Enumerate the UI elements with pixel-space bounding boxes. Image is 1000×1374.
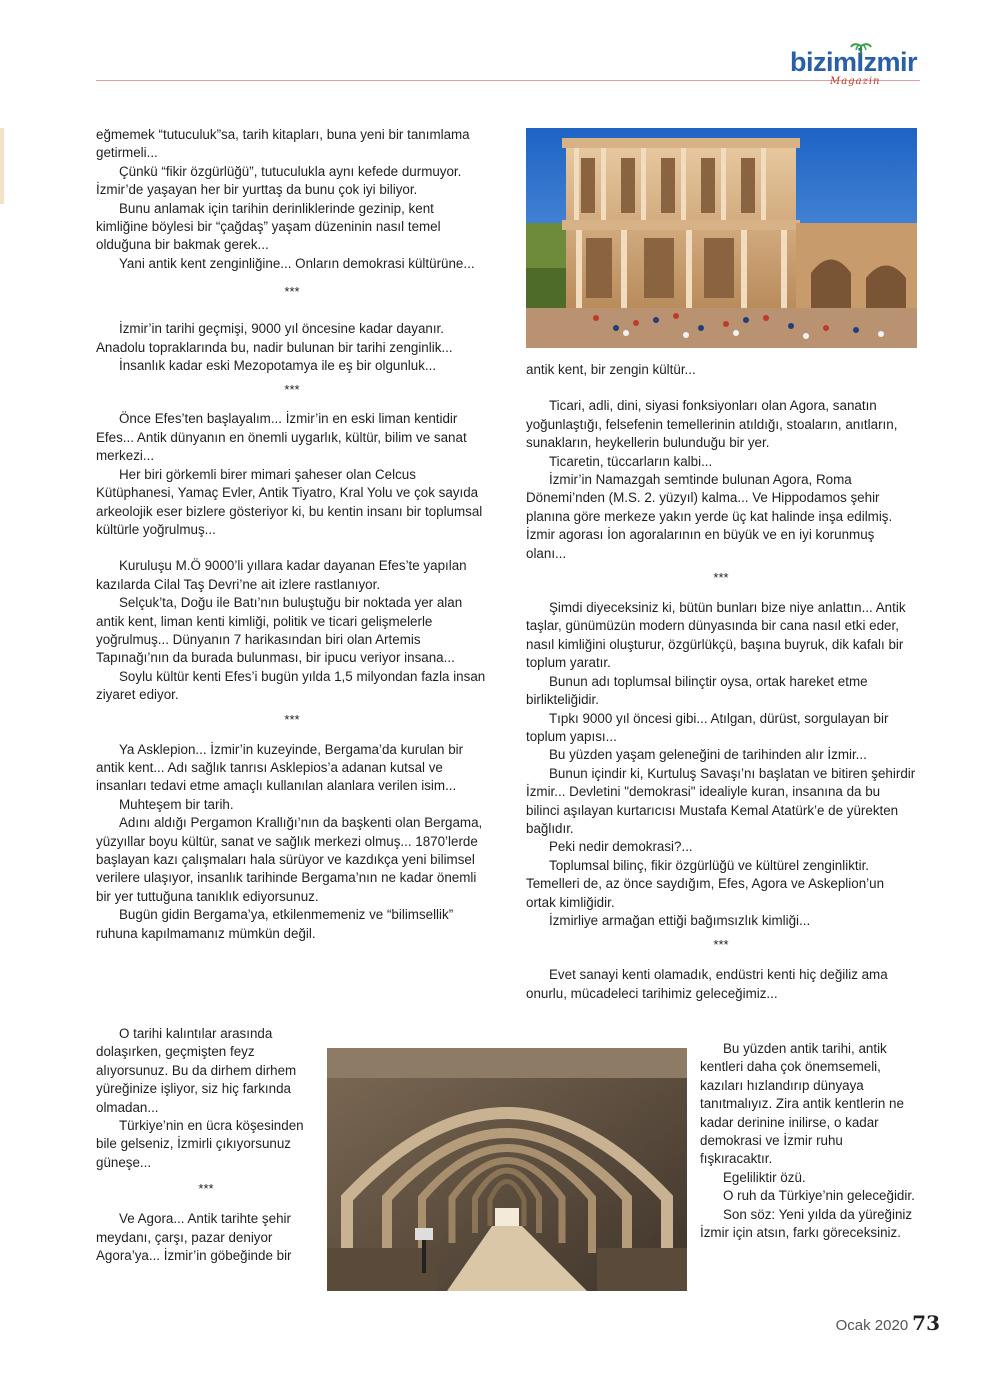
paragraph: Selçuk’ta, Doğu ile Batı’nın buluştuğu bir noktada yer alan antik kent, liman kenti kimliği, politik ve ticari gelişmelerle yoğrulmuş... Dünyanın 7 harikasından biri olan Artemis Tapınağı’nın da burada bulunması, bir ipucu veriyor insana... — [96, 595, 463, 666]
paragraph: Yani antik kent zenginliğine... Onların demokrasi kültürüne... — [119, 255, 475, 271]
celsus-library-photo — [526, 128, 917, 348]
header-rule — [96, 80, 786, 81]
paragraph: Son söz: Yeni yılda da yüreğiniz İzmir için atsın, farkı göreceksiniz. — [700, 1206, 913, 1241]
page-footer — [836, 1311, 940, 1335]
paragraph: Bu yüzden yaşam geleneğini de tarihinden alır İzmir... — [549, 747, 867, 763]
article-column-right — [526, 361, 916, 1003]
paragraph: Toplumsal bilinç, fikir özgürlüğü ve kültürel zenginliktir. Temelleri de, az önce saydığım, Efes, Agora ve Askeplion’un ortak kimliğidir. — [526, 857, 885, 910]
paragraph: Şimdi diyeceksiniz ki, bütün bunları bize niye anlattın... Antik taşlar, günümüzün modern dünyasında bir cana nasıl etki eder, nasıl kimliğini oluşturur, özgürlükçü, başına buyruk, dik kafalı bir toplum yaratır. — [526, 600, 906, 671]
paragraph: Adını aldığı Pergamon Krallığı’nın da başkenti olan Bergama, yüzyıllar boyu kültür, sanat ve sağlık merkezi olmuş... 1870’lerde başlayan kazı çalışmaları hala sürüyor ve kazdıkça yeni bilimsel verilere ulaşıyor, insanlık tarihinde Bergama’nın ne kadar önemli bir yer tuttuğuna tanıklık ediyorsunuz. — [96, 815, 483, 904]
paragraph: Kuruluşu M.Ö 9000’li yıllara kadar dayanan Efes’te yapılan kazılarda Cilal Taş Devri’ne ait izlere rastlanıyor. — [96, 558, 467, 592]
paragraph: Her biri görkemli birer mimari şaheser olan Celcus Kütüphanesi, Yamaç Evler, Antik Tiyatro, Kral Yolu ve çok sayıda arkeolojik eser bizlere gösteriyor ki, bu kentin insanı bir toplumsal kültürle yoğrulmuş... — [96, 466, 483, 537]
paragraph: antik kent, bir zengin kültür... — [526, 362, 696, 377]
issue-date: Ocak 2020 — [835, 1317, 909, 1334]
paragraph: Egeliliktir özü. — [723, 1169, 806, 1185]
section-separator: *** — [284, 382, 300, 398]
paragraph: Bunun adı toplumsal bilinçtir oysa, ortak hareket etme birlikteliğidir. — [526, 673, 868, 708]
paragraph: O tarihi kalıntılar arasında dolaşırken, geçmişten feyz alıyorsunuz. Bu da dirhem dirhem yüreğinize işliyor, siz hiç farkında olmadan... — [96, 1026, 297, 1115]
paragraph: Muhteşem bir tarih. — [119, 796, 234, 812]
paragraph: Soylu kültür kenti Efes’i bugün yılda 1,5 milyondan fazla insan ziyaret ediyor. — [96, 668, 486, 703]
section-separator: *** — [713, 570, 729, 586]
paragraph: Ve Agora... Antik tarihte şehir meydanı, çarşı, pazar deniyor Agora’ya... İzmir’in göbeğinde bir — [96, 1211, 292, 1264]
page-edge-mark — [0, 128, 4, 204]
paragraph: Çünkü “fikir özgürlüğü”, tutuculukla aynı kefede durmuyor. İzmir’de yaşayan her bir yurttaş da bunu çok iyi biliyor. — [96, 163, 462, 198]
paragraph: İzmirliye armağan ettiği bağımsızlık kimliği... — [549, 912, 811, 928]
logo-subtitle: Magazin — [830, 76, 881, 87]
paragraph: Önce Efes’ten başlayalım... İzmir’in en eski liman kentidir Efes... Antik dünyanın en önemli uygarlık, kültür, bilim ve sanat merkezi... — [96, 411, 467, 464]
paragraph: İzmir’in Namazgah semtinde bulunan Agora, Roma Dönemi’nden (M.S. 2. yüzyıl) kalma... Ve Hippodamos şehir planına göre merkeze yakın yerde üç kat halinde inşa edilmiş. İzmir agorası İon agoralarının en büyük ve en iyi korunmuş olanı... — [526, 472, 893, 561]
section-separator: *** — [284, 711, 300, 727]
article-wrap-left — [96, 1025, 316, 1265]
section-separator: *** — [284, 284, 300, 300]
section-separator: *** — [198, 1181, 214, 1197]
paragraph: İzmir’in tarihi geçmişi, 9000 yıl öncesine kadar dayanır. Anadolu topraklarında bu, nadir bulunan bir tarihi zenginlik... — [96, 321, 453, 355]
paragraph: Bunun içindir ki, Kurtuluş Savaşı’nı başlatan ve bitiren şehirdir İzmir... Devletini "demokrasi" idealiyle kuran, insanına da bu bilinci aşılayan kurtarıcısı Mustafa Kemal Atatürk’e de yürekten bağlıdır. — [526, 765, 916, 836]
logo-part1: bizim — [790, 47, 857, 77]
paragraph: O ruh da Türkiye’nin geleceğidir. — [723, 1188, 915, 1204]
page-number: 73 — [912, 1311, 940, 1335]
paragraph: Ya Asklepion... İzmir’in kuzeyinde, Bergama’da kurulan bir antik kent... Adı sağlık tanrısı Asklepios’a adanan kutsal ve insanları tedavi etme amaçlı kullanılan alanlara verilen isim... — [96, 741, 464, 794]
magazine-logo — [790, 46, 925, 90]
paragraph: Evet sanayi kenti olamadık, endüstri kenti hiç değiliz ama onurlu, mücadeleci tarihimiz geleceğimiz... — [526, 967, 888, 1001]
paragraph: İnsanlık kadar eski Mezopotamya ile eş bir olgunluk... — [119, 358, 437, 374]
paragraph: Ticaretin, tüccarların kalbi... — [549, 453, 713, 469]
paragraph: Ticari, adli, dini, siyasi fonksiyonları olan Agora, sanatın yoğunlaştığı, felsefenin temellerinin atıldığı, stoaların, anıtların, sunakların, heykellerin bulunduğu bir yer. — [526, 398, 898, 451]
paragraph: Bu yüzden antik tarihi, antik kentleri daha çok önemsemeli, kazıları hızlandırıp dünyaya tanıtmalıyız. Zira antik kentlerin ne kadar derinine inilirse, o kadar demokrasi ve İzmir ruhu fışkıracaktır. — [700, 1041, 904, 1167]
logo-part2: İzmir — [856, 47, 918, 77]
paragraph: Bugün gidin Bergama’ya, etkilenmemeniz ve “bilimsellik” ruhuna kapılmamanız mümkün değil. — [96, 907, 454, 941]
paragraph: Türkiye’nin en ücra köşesinden bile gelseniz, İzmirli çıkıyorsunuz güneşe... — [96, 1118, 304, 1170]
agora-arches-photo — [327, 1048, 687, 1291]
paragraph: eğmemek “tutuculuk”sa, tarih kitapları, buna yeni bir tanımlama getirmeli... — [96, 127, 470, 161]
paragraph: Tıpkı 9000 yıl öncesi gibi... Atılgan, dürüst, sorgulayan bir toplum yapısı... — [526, 710, 889, 744]
paragraph: Bunu anlamak için tarihin derinliklerinde gezinip, kent kimliğine böylesi bir “çağdaş” yaşam düzeninin nasıl temel olduğuna bir bakmak gerek... — [96, 200, 441, 253]
palm-tree-icon — [850, 42, 872, 56]
section-separator: *** — [713, 937, 729, 953]
article-wrap-right — [700, 1040, 916, 1242]
paragraph: Peki nedir demokrasi?... — [549, 839, 693, 855]
article-column-left — [96, 126, 488, 943]
